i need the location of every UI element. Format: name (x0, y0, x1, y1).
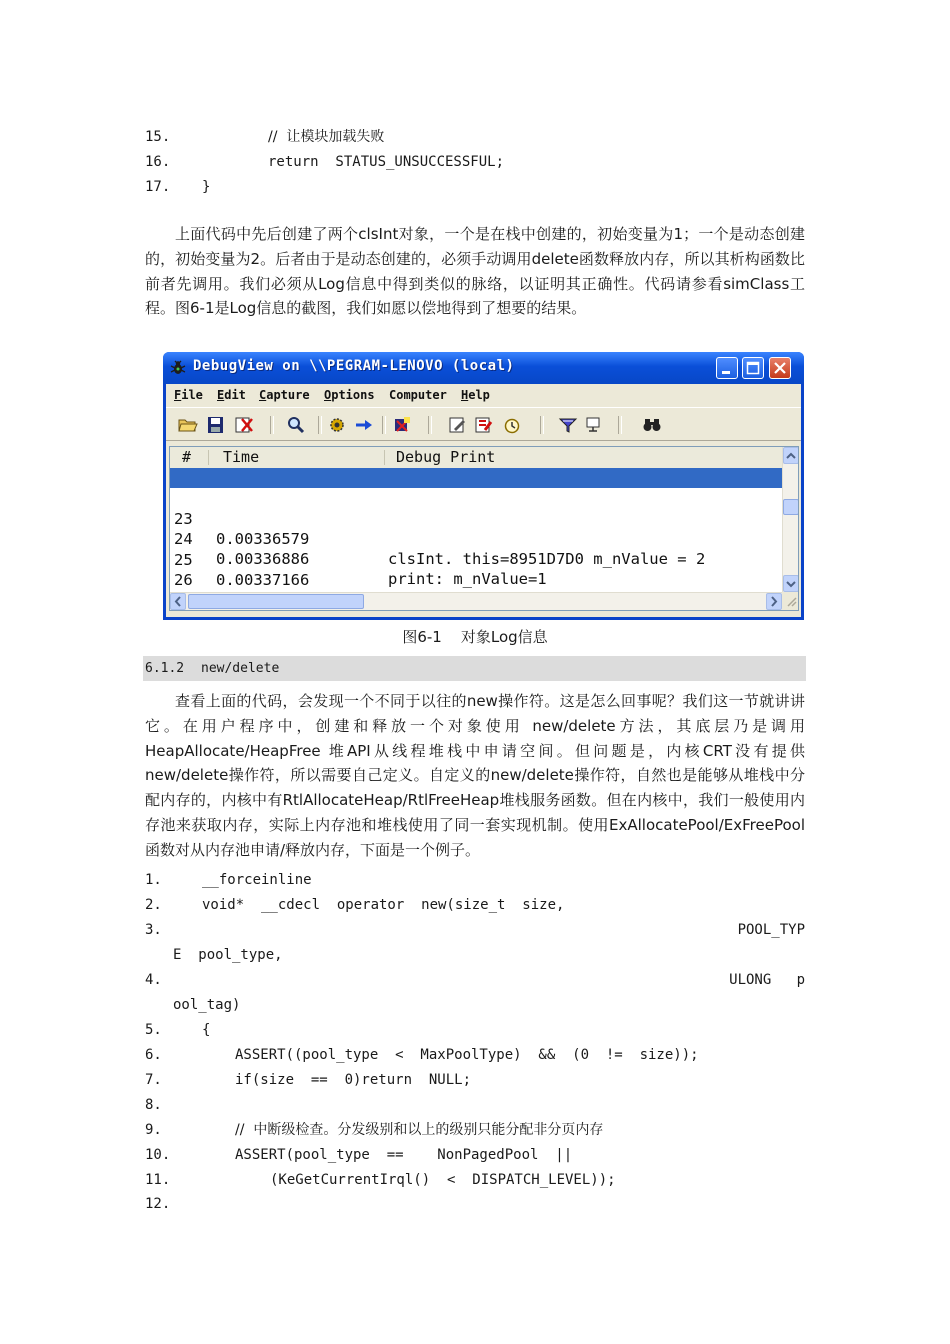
code-line-12 (145, 1192, 805, 1216)
code-text: ULONG p (729, 972, 805, 988)
log-time: 0.00336579 (216, 529, 310, 548)
toolbar-separator (540, 416, 544, 434)
code-text: { (202, 1022, 211, 1038)
code-line-7 (145, 1068, 805, 1092)
code-line-5 (145, 1018, 805, 1042)
line-number: 9. (145, 1122, 162, 1138)
binoculars-icon[interactable] (642, 416, 662, 434)
toolbar-separator (618, 416, 622, 434)
line-number: 2. (145, 897, 162, 913)
code-line-10 (145, 1143, 805, 1167)
column-divider (208, 450, 209, 465)
toolbar (166, 407, 801, 441)
column-header-debug-print[interactable]: Debug Print (396, 448, 496, 466)
code-text: POOL_TYP (737, 922, 805, 938)
menu-computer[interactable]: Computer (389, 388, 447, 402)
find-icon[interactable] (286, 416, 306, 434)
scroll-left-button[interactable] (170, 593, 186, 610)
column-header-number[interactable]: # (182, 448, 192, 466)
toolbar-separator (382, 416, 386, 434)
log-index: 24 (174, 530, 193, 548)
line-number: 6. (145, 1047, 162, 1063)
code-line-11 (145, 1168, 805, 1192)
code-line-15 (145, 125, 805, 149)
debug-log-list[interactable] (169, 446, 799, 611)
capture-kernel-icon[interactable] (392, 416, 412, 434)
window-title: DebugView on \\PEGRAM-LENOVO (local) (193, 358, 515, 374)
line-number: 5. (145, 1022, 162, 1038)
code-text: // 让模块加载失败 (268, 129, 385, 145)
code-text: // 中断级检查。分发级别和以上的级别只能分配非分页内存 (235, 1122, 604, 1138)
log-index: 25 (174, 550, 193, 569)
paragraph-2 (145, 689, 805, 863)
line-number: 7. (145, 1072, 162, 1088)
chevron-right-icon (767, 594, 781, 609)
section-heading (143, 656, 806, 681)
menu-edit[interactable]: Edit (217, 388, 246, 402)
clock-icon[interactable] (502, 416, 522, 434)
scroll-right-button[interactable] (766, 593, 782, 610)
bug-icon (169, 359, 187, 377)
scroll-up-button[interactable] (783, 447, 799, 464)
maximize-button[interactable] (742, 357, 764, 379)
scroll-down-button[interactable] (783, 575, 799, 592)
paragraph-text: 查看上面的代码，会发现一个不同于以往的new操作符。这是怎么回事呢？我们这一节就讲讲它。在用户程序中，创建和释放一个对象使用 new/delete方法，其底层乃是调用HeapAllocate/HeapFree 堆API从线程堆栈中申请空间。但问题是，内核CRT没有提供new/delete操作符，所以需要自己定义。自定义的new/delete操作符，自然也是能够从堆栈中分配内存的，内核中有RtlAllocateHeap/RtlFreeHeap堆栈服务函数。但在内核中，我们一般使用内存池来获取内存，实际上内存池和堆栈使用了同一套实现机制。使用ExAllocatePool/ExFreePool函数对从内存池申请/释放内存，下面是一个例子。 (145, 692, 805, 859)
minimize-icon (717, 358, 737, 378)
line-number: 11. (145, 1172, 171, 1188)
log-time: 0.00336188 (216, 509, 310, 527)
filter-icon[interactable] (558, 416, 578, 434)
list-header (170, 447, 782, 469)
log-index: 23 (174, 509, 193, 528)
capture-gear-icon[interactable] (328, 416, 348, 434)
window-client (166, 384, 801, 617)
code-text: } (202, 179, 211, 195)
menu-bar (166, 384, 801, 406)
code-line-4 (145, 968, 805, 992)
code-text: void* __cdecl operator new(size_t size, (202, 897, 565, 913)
code-line-3-continued (145, 943, 805, 967)
line-number: 1. (145, 872, 162, 888)
monitor-icon[interactable] (584, 416, 604, 434)
code-text: (KeGetCurrentIrql() < DISPATCH_LEVEL)); (270, 1172, 616, 1188)
debugview-window (163, 352, 804, 620)
log-message: clsInt. this=B850FC60 m_nValue = 1 (388, 529, 706, 547)
log-row[interactable] (170, 571, 782, 591)
column-header-time[interactable]: Time (223, 448, 260, 466)
line-number: 8. (145, 1097, 162, 1113)
log-time: 0.00336886 (216, 550, 310, 568)
maximize-icon (743, 358, 763, 378)
code-line-9 (145, 1118, 805, 1142)
title-bar[interactable] (163, 352, 804, 384)
line-number: 10. (145, 1147, 171, 1163)
code-text: return STATUS_UNSUCCESSFUL; (268, 154, 505, 170)
column-divider (384, 450, 385, 465)
menu-options[interactable]: Options (324, 388, 375, 402)
line-number: 16. (145, 154, 171, 170)
close-button[interactable] (769, 357, 791, 379)
figure-caption: 图6-1 对象Log信息 (402, 628, 548, 646)
line-number: 3. (145, 922, 162, 938)
resize-grip-icon[interactable] (782, 592, 798, 610)
code-text: if(size == 0)return NULL; (235, 1072, 472, 1088)
highlight-icon[interactable] (474, 416, 494, 434)
chevron-left-icon (171, 594, 185, 609)
chevron-down-icon (784, 576, 798, 591)
code-line-17 (145, 175, 805, 199)
horizontal-scrollbar[interactable] (170, 592, 782, 611)
line-number: 17. (145, 179, 171, 195)
log-index: 26 (174, 571, 193, 589)
toolbar-separator (428, 416, 432, 434)
code-text: E pool_type, (173, 947, 283, 963)
code-text: ASSERT(pool_type == NonPagedPool || (235, 1147, 573, 1163)
line-number: 15. (145, 129, 171, 145)
menu-help[interactable]: Help (461, 388, 490, 402)
code-line-1 (145, 868, 805, 892)
code-line-2 (145, 893, 805, 917)
log-message (388, 610, 715, 611)
code-line-16 (145, 150, 805, 174)
minimize-button[interactable] (716, 357, 738, 379)
vertical-scroll-thumb[interactable] (783, 499, 799, 515)
paragraph-text: 上面代码中先后创建了两个clsInt对象，一个是在栈中创建的，初始变量为1；一个是动态创建的，初始变量为2。后者由于是动态创建的，必须手动调用delete函数释放内存，所以其析构函数比前者先调用。我们必须从Log信息中得到类似的脉络，以证明其正确性。代码请参看simClass工程。图6-1是Log信息的截图，我们如愿以偿地得到了想要的结果。 (145, 225, 805, 318)
horizontal-scroll-thumb[interactable] (188, 594, 364, 609)
open-folder-icon[interactable] (178, 416, 198, 434)
toolbar-separator (270, 416, 274, 434)
code-text: __forceinline (202, 872, 312, 888)
line-number: 4. (145, 972, 162, 988)
code-line-3 (145, 918, 805, 942)
menu-file[interactable]: File (174, 388, 203, 402)
log-time: 0.00337166 (216, 570, 310, 589)
menu-capture[interactable]: Capture (259, 388, 310, 402)
section-title: new/delete (201, 661, 280, 676)
edit-filter-icon[interactable] (448, 416, 468, 434)
vertical-scrollbar[interactable] (782, 447, 799, 592)
log-index: 22 (174, 489, 193, 507)
code-line-6 (145, 1043, 805, 1067)
code-line-4-continued (145, 993, 805, 1017)
paragraph-1 (145, 222, 805, 321)
toolbar-separator (318, 416, 322, 434)
code-line-8 (145, 1093, 805, 1117)
chevron-up-icon (784, 448, 798, 463)
log-message: print: m_nValue=1 (388, 570, 547, 588)
arrow-right-icon[interactable] (354, 416, 374, 434)
close-icon (770, 358, 790, 378)
save-icon[interactable] (206, 416, 226, 434)
log-message: clsInt. this=8951D7D0 m_nValue = 2 (388, 549, 706, 568)
clear-log-icon[interactable] (234, 416, 254, 434)
line-number: 12. (145, 1196, 171, 1212)
section-number: 6.1.2 (145, 661, 185, 676)
code-text: ool_tag) (173, 997, 241, 1013)
log-time (216, 611, 309, 612)
code-text: ASSERT((pool_type < MaxPoolType) && (0 != size)); (235, 1047, 699, 1063)
